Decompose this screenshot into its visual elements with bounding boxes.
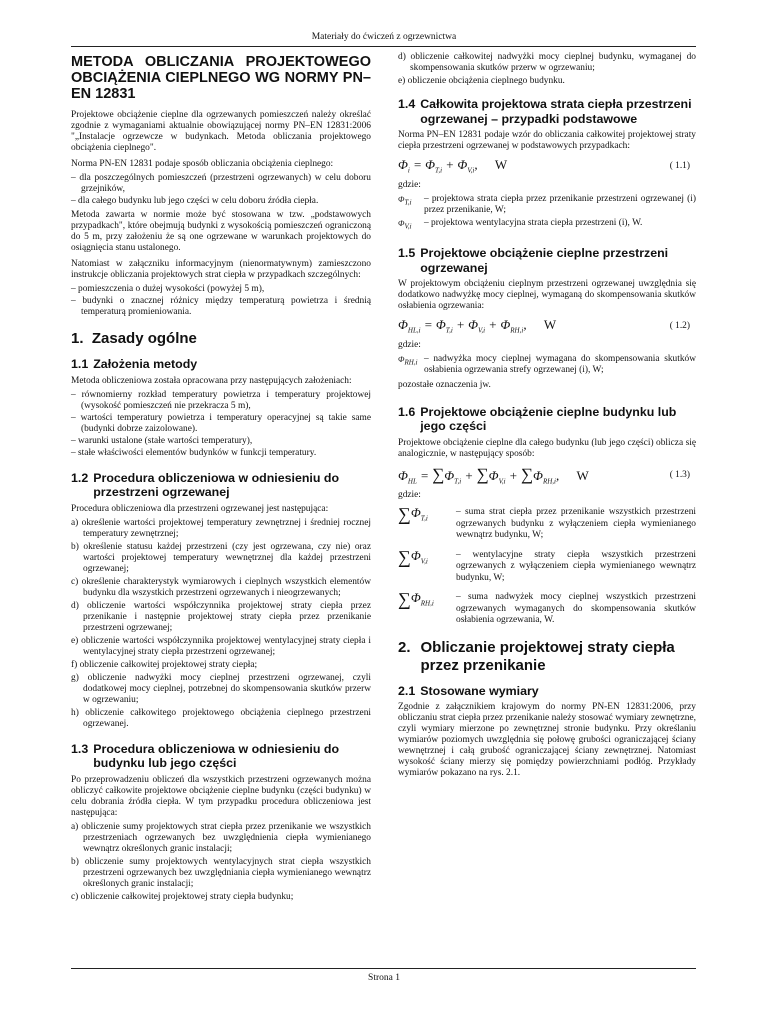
s13-list [71, 822, 371, 903]
s12-paragraph: Procedura obliczeniowa dla przestrzeni ogrzewanej jest następująca: [71, 503, 329, 514]
list-item: – dla całego budynku lub jego części w celu doboru źródła ciepła. [71, 196, 319, 206]
equation-number: ( 1.3) [669, 470, 690, 481]
definition-item: $\Phi_{RH,i}$ – nadwyżka mocy cieplnej wymagana do skompensowania skutków osłabienia ogrzewania strefy ogrzewanej (i), W; [398, 353, 696, 375]
list-item: d) obliczenie wartości współczynnika projektowej straty ciepła przez przenikanie i następnie projektowej straty ciepła przez przenikanie przestrzeni ogrzewanej; [71, 600, 371, 633]
method-paragraph: Metoda zawarta w normie może być stosowana w tzw. „podstawowych przypadkach", które obejmują budynki z wysokością pomieszczeń ograniczoną do 5 m, przy założeniu że są one ogrzewane w warunkach projektowych do osiągnięcia stanu ustalonego. [71, 210, 371, 253]
section-number: 1.3 [71, 741, 89, 756]
s16-paragraph: Projektowe obciążenie cieplne dla całego budynku (lub jego części) oblicza się analogicznie, w następujący sposób: [398, 437, 696, 459]
section-number: 1.6 [398, 404, 416, 419]
header-rule [71, 46, 696, 47]
sum-definition: $\sum\Phi_{V,i}$ – wentylacyjne straty ciepła wszystkich przestrzeni ogrzewanych z wyłączeniem ciepła wymienianego wewnątrz budynku, W; [398, 546, 696, 583]
formula: $\Phi_{HL} = \sum\Phi_{T,i} + \sum\Phi_{V,i} + \sum\Phi_{RH,i}$, W [398, 464, 589, 486]
other-symbols-note: pozostałe oznaczenia jw. [398, 379, 491, 390]
equation-number: ( 1.2) [669, 321, 690, 332]
sum-definition: $\sum\Phi_{T,i}$ – suma strat ciepła przez przenikanie wszystkich przestrzeni ogrzewanych budynku z wyłączeniem ciepła wymienianego wewnątrz budynku, W; [398, 504, 696, 541]
section-title: Obliczanie projektowej straty ciepła przez przenikanie [420, 638, 675, 674]
section-number: 2.1 [398, 683, 416, 698]
norm-paragraph: Norma PN-EN 12831 podaje sposób obliczania obciążenia cieplnego: [71, 159, 334, 169]
page-header: Materiały do ćwiczeń z ogrzewnictwa [311, 32, 457, 42]
right-column [398, 52, 696, 782]
list-item: d) obliczenie całkowitej nadwyżki mocy cieplnej budynku, wymaganej do skompensowania skutków przerw w ogrzewaniu; [398, 52, 696, 73]
equation-number: ( 1.1) [669, 160, 690, 171]
section-title: Stosowane wymiary [420, 683, 539, 698]
list-item: a) określenie wartości projektowej temperatury zewnętrznej i średniej rocznej temperatury zewnętrznej; [71, 517, 371, 539]
gdzie-label: gdzie: [398, 339, 421, 350]
list-item: a) obliczenie sumy projektowych strat ciepła przez przenikanie we wszystkich przestrzeniach ogrzewanych bez uwzględnienia ciepła wymienianego wewnątrz określonych granic instalacji; [71, 821, 371, 854]
list-item: – budynki o znacznej różnicy między temperaturą powietrza i średnią temperaturą promieniowania. [71, 296, 371, 317]
section-number: 1.4 [398, 97, 416, 111]
list-item: c) określenie charakterystyk wymiarowych i cieplnych wszystkich elementów budynku dla wszystkich przestrzeni ogrzewanych i nieogrzewanych; [71, 576, 371, 598]
list-item: – wartości temperatury powietrza i temperatury operacyjnej są takie same (budynki dobrze zaizolowane). [71, 412, 371, 434]
section-number: 2. [398, 638, 411, 656]
section-title: Całkowita projektowa strata ciepła przestrzeni ogrzewanej – przypadki podstawowe [420, 97, 692, 126]
list-item: – pomieszczenia o dużej wysokości (powyżej 5 m), [71, 284, 265, 294]
list-item: e) obliczenie obciążenia cieplnego budynku. [398, 76, 565, 86]
s11-list [71, 390, 371, 459]
equation-1-3 [398, 465, 696, 486]
section-1-5-heading [398, 246, 696, 275]
footer-rule [71, 968, 696, 969]
section-1-1-heading [71, 357, 371, 372]
section-number: 1.5 [398, 246, 416, 261]
section-number: 1.2 [71, 470, 89, 485]
formula: $\Phi_i = \Phi_{T,i} + \Phi_{V,i}$, W [398, 157, 508, 175]
list-item: f) obliczenie całkowitej projektowej straty ciepła; [71, 659, 258, 670]
list-item: h) obliczenie całkowitego projektowego obciążenia cieplnego przestrzeni ogrzewanej. [71, 707, 371, 729]
gdzie-label: gdzie: [398, 490, 421, 501]
section-1-4-heading [398, 97, 696, 126]
sum-definition: $\sum\Phi_{RH,i}$ – suma nadwyżek mocy cieplnej wszystkich przestrzeni ogrzewanych wymaganych do skompensowania skutków osłabienia ogrzewania, W. [398, 589, 696, 626]
section-1-heading [71, 330, 371, 348]
page-number: Strona 1 [368, 973, 400, 983]
section-1-3-heading [71, 742, 371, 771]
list-item: b) obliczenie sumy projektowych wentylacyjnych strat ciepła wszystkich przestrzeni ogrzewanych bez uwzględniania ciepła wymienianego wewnątrz określonych granic instalacji; [71, 856, 371, 889]
section-title: Projektowe obciążenie cieplne budynku lub jego części [420, 404, 677, 434]
list-item: – stałe właściwości elementów budynków w funkcji temperatury. [71, 447, 317, 458]
section-title: Procedura obliczeniowa w odniesieniu do przestrzeni ogrzewanej [93, 470, 340, 499]
section-title: Zasady ogólne [91, 330, 197, 347]
list-item: c) obliczenie całkowitej projektowej straty ciepła budynku; [71, 891, 294, 902]
s13-paragraph: Po przeprowadzeniu obliczeń dla wszystkich przestrzeni ogrzewanych można obliczyć całkowite projektowe obciążenie cieplne budynku (części budynku) w celu dobrania źródła ciepła. W tym przypadku procedura obliczeniowa jest następująca: [71, 774, 371, 818]
list-item: – warunki ustalone (stałe wartości temperatury), [71, 435, 253, 446]
annex-paragraph: Natomiast w załączniku informacyjnym (nienormatywnym) zamieszczono instrukcje obliczania projektowych strat ciepła w przypadkach szczególnych: [71, 259, 371, 280]
norm-list [71, 173, 371, 207]
left-column [71, 52, 371, 906]
section-number: 1.1 [71, 357, 89, 371]
section-2-heading [398, 639, 696, 675]
list-item: b) określenie statusu każdej przestrzeni (czy jest ogrzewana, czy nie) oraz wartości projektowej temperatury wewnętrznej dla każdej przestrzeni ogrzewanej; [71, 541, 371, 574]
section-title: Założenia metody [93, 357, 198, 371]
definition-item: $\Phi_{T,i}$ – projektowa strata ciepła przez przenikanie przestrzeni ogrzewanej (i) przez przenikanie, W; [398, 193, 696, 215]
annex-list [71, 284, 371, 318]
section-1-6-heading [398, 405, 696, 434]
definition-item: $\Phi_{V,i}$ – projektowa wentylacyjna strata ciepła przestrzeni (i), W. [398, 217, 643, 231]
document-title: METODA OBLICZANIA PROJEKTOWEGO OBCIĄŻENIA CIEPLNEGO WG NORMY PN–EN 12831 [71, 54, 371, 102]
section-2-1-heading [398, 684, 696, 699]
section-number: 1. [71, 330, 84, 347]
section-title: Procedura obliczeniowa w odniesieniu do budynku lub jego części [93, 741, 340, 770]
s12-list [71, 518, 371, 730]
definitions-2 [398, 354, 696, 376]
s15-paragraph: W projektowym obciążeniu cieplnym przestrzeni ogrzewanej uwzględnia się dodatkowo nadwyżkę mocy cieplnej, wymaganą do skompensowania skutków osłabienia ogrzewania: [398, 279, 696, 312]
list-item: e) obliczenie wartości współczynnika projektowej wentylacyjnej straty ciepła i wentylacyjnej straty ciepła przestrzeni ogrzewanej; [71, 635, 371, 657]
list-item: – dla poszczególnych pomieszczeń (przestrzeni ogrzewanych) w celu doboru grzejników, [71, 173, 371, 194]
s21-paragraph: Zgodnie z załącznikiem krajowym do normy PN-EN 12831:2006, przy obliczaniu strat ciepła przez przenikanie należy stosować wymiary zewnętrzne, czyli wymiary mierzone po zewnętrznej stronie budynku. Przy określaniu wymiarów poziomych uwzględnia się połowę grubości ograniczającej ściany wewnętrznej i całą grubość ograniczającej ściany zewnętrznej. Natomiast wysokość ściany mierzy się pomiędzy powierzchniami podłóg. Przykłady wymiarów pokazano na rys. 2.1. [398, 702, 696, 779]
list-item: g) obliczenie nadwyżki mocy cieplnej przestrzeni ogrzewanej, czyli dodatkowej mocy cieplnej, potrzebnej do skompensowania skutków przerw w ogrzewaniu; [71, 672, 371, 705]
s11-paragraph: Metoda obliczeniowa została opracowana przy następujących założeniach: [71, 375, 352, 386]
list-item: – równomierny rozkład temperatury powietrza i temperatury projektowej (wysokość pomieszczeń nie przekracza 5 m), [71, 389, 371, 411]
s13-list-continued [398, 52, 696, 87]
equation-1-1 [398, 157, 696, 175]
section-1-2-heading [71, 471, 371, 500]
definitions-1 [398, 194, 696, 233]
section-title: Projektowe obciążenie cieplne przestrzeni ogrzewanej [420, 246, 669, 275]
formula: $\Phi_{HL,i} = \Phi_{T,i} + \Phi_{V,i} + \Phi_{RH,i}$, W [398, 317, 557, 335]
equation-1-2 [398, 317, 696, 335]
intro-paragraph: Projektowe obciążenie cieplne dla ogrzewanych pomieszczeń należy określać zgodnie z wymaganiami aktualnie obowiązującej normy PN–EN 12831:2006 "„Instalacje ogrzewcze w budynkach. Metoda obliczania projektowego obciążenia cieplnego". [71, 110, 371, 153]
gdzie-label: gdzie: [398, 179, 421, 190]
s14-paragraph: Norma PN–EN 12831 podaje wzór do obliczania całkowitej projektowej straty ciepła przestrzeni ogrzewanej w podstawowych przypadkach: [398, 130, 696, 151]
